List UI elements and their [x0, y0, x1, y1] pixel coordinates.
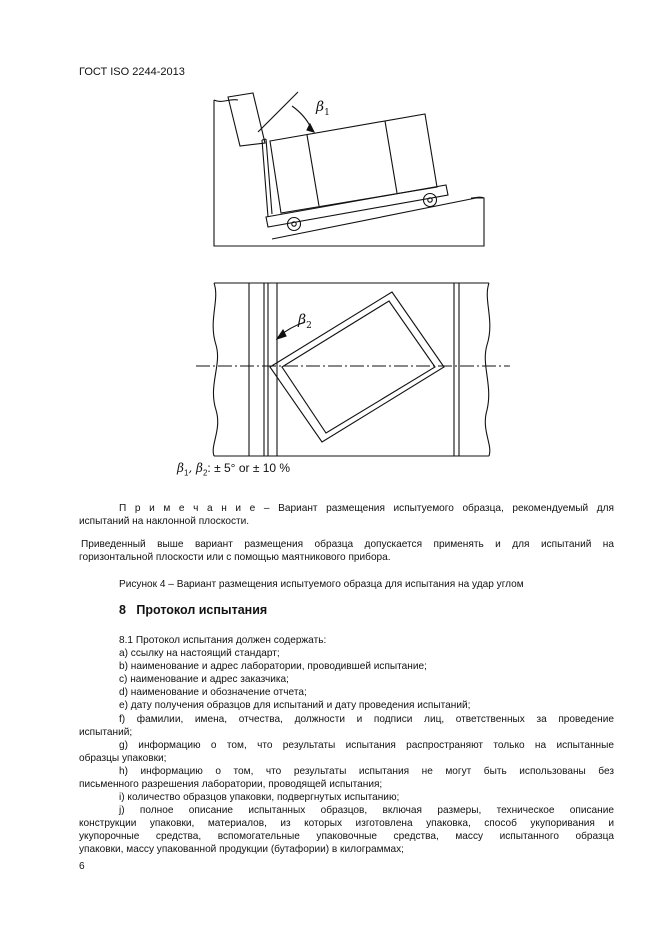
- document-header: ГОСТ ISO 2244-2013: [79, 66, 185, 78]
- list-item-i: i) количество образцов упаковки, подвергнутых испытанию;: [119, 792, 400, 803]
- list-item-h-line-1: h) информацию о том, что результаты испытания не могут быть использованы без: [119, 766, 614, 777]
- list-item-a: a) ссылку на настоящий стандарт;: [119, 648, 280, 659]
- list-item-e: e) дату получения образцов для испытаний и дату проведения испытаний;: [119, 700, 471, 711]
- list-item-b: b) наименование и адрес лаборатории, проводившей испытание;: [119, 661, 427, 672]
- list-item-j-line-1: j) полное описание испытанных образцов, включая размеры, техническое описание: [119, 805, 614, 816]
- list-item-c: c) наименование и адрес заказчика;: [119, 674, 289, 685]
- note-line-2: испытаний на наклонной плоскости.: [79, 516, 250, 527]
- section-heading: 8 Протокол испытания: [119, 603, 268, 617]
- page-number: 6: [79, 861, 85, 872]
- list-item-j-line-3: укупорочные средства, вспомогательные упаковочные средства, массу испытанного образца: [79, 831, 614, 842]
- list-item-f-line-1: f) фамилии, имена, отчества, должности и подписи лиц, ответственных за проведение: [119, 714, 614, 725]
- beta1-label: $\beta_1$: [316, 99, 330, 118]
- list-item-j-line-4: упаковки, массу упакованной продукции (бутафории) в килограммах;: [79, 844, 404, 855]
- inclined-plane-view: [214, 92, 484, 246]
- beta2-label: $\beta_2$: [298, 312, 312, 331]
- list-item-j-line-2: конструкции упаковки, материалов, из которых изготовлена упаковка, способ укупоривания и: [79, 818, 614, 829]
- note-line-1: П р и м е ч а н и е – Вариант размещения испытуемого образца, рекомендуемый для: [119, 503, 615, 514]
- list-item-h-line-2: письменного разрешения лаборатории, проводящей испытания;: [79, 779, 383, 790]
- figure-caption: Рисунок 4 – Вариант размещения испытуемого образца для испытания на удар углом: [119, 579, 524, 590]
- list-intro: 8.1 Протокол испытания должен содержать:: [119, 635, 327, 646]
- list-item-g-line-2: образцы упаковки;: [79, 753, 167, 764]
- paragraph-line-1: Приведенный выше вариант размещения образца допускается применять и для испытаний на: [81, 539, 614, 550]
- list-item-d: d) наименование и обозначение отчета;: [119, 687, 307, 698]
- list-item-g-line-1: g) информацию о том, что результаты испытания распространяют только на испытанные: [119, 740, 614, 751]
- tolerance-label: $\beta_1$, $\beta_2$: ± 5° or ± 10 %: [177, 461, 291, 478]
- paragraph-line-2: горизонтальной плоскости или с помощью маятникового прибора.: [79, 552, 391, 563]
- top-view: [196, 283, 510, 456]
- list-item-f-line-2: испытаний;: [79, 727, 133, 738]
